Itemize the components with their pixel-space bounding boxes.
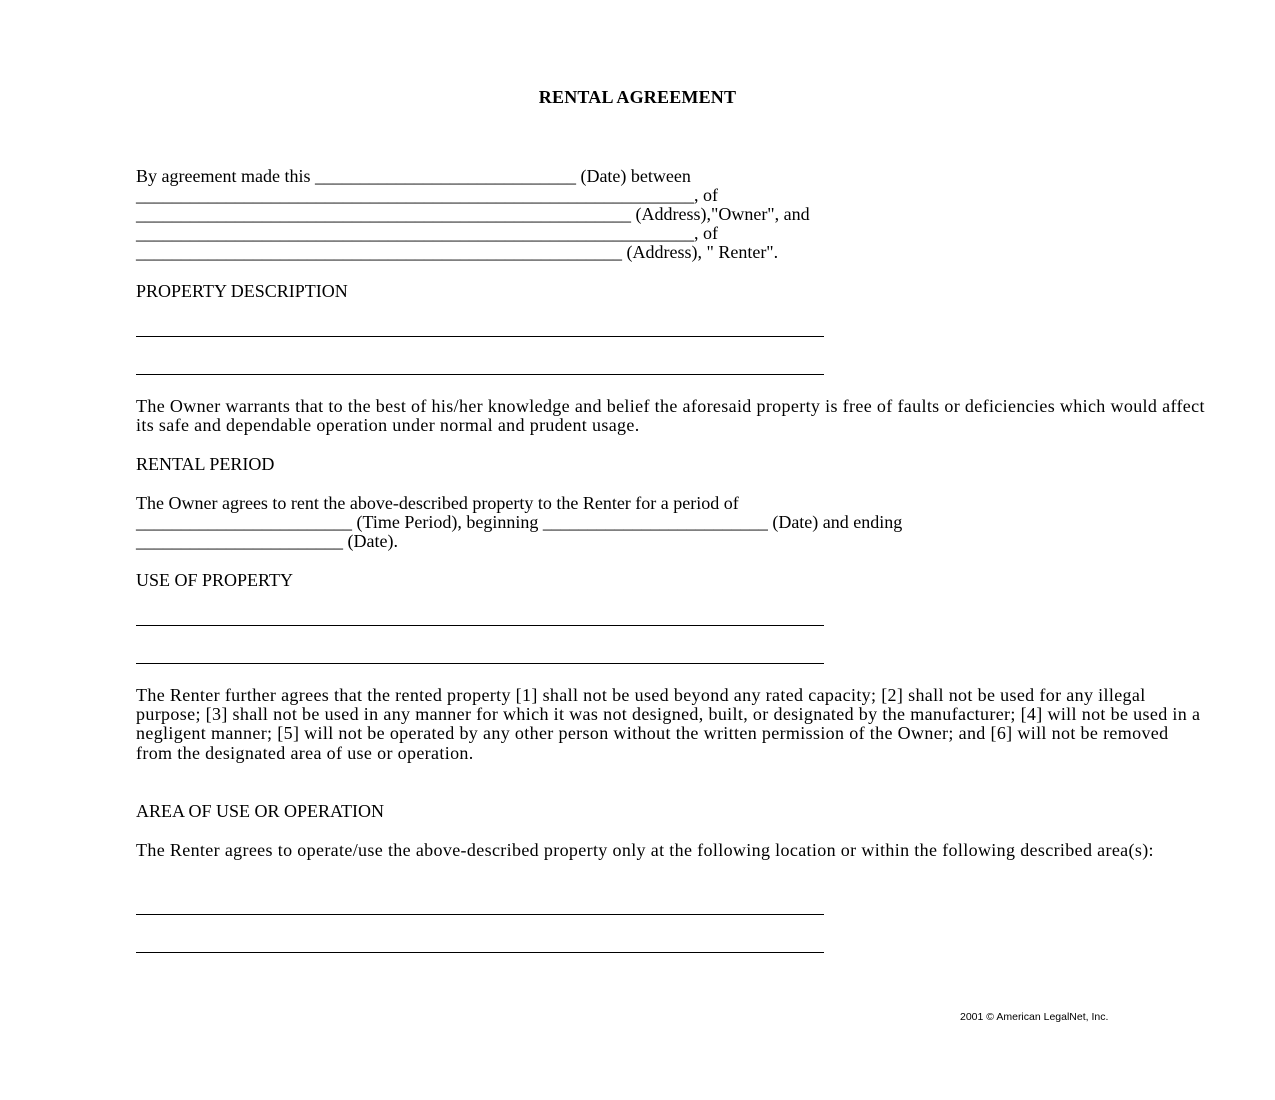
- copyright-footer: 2001 © American LegalNet, Inc.: [960, 1011, 1109, 1023]
- intro-line-2: ______________________________________________________________, of: [136, 185, 718, 205]
- area-of-use-paragraph: [136, 841, 1206, 860]
- rental-period-line-1: The Owner agrees to rent the above-described property to the Renter for a period of: [136, 493, 739, 513]
- area-of-use-heading: AREA OF USE OR OPERATION: [136, 801, 385, 821]
- property-description-blank-2[interactable]: [136, 374, 824, 375]
- intro-line-3: _______________________________________________________ (Address),"Owner", and: [136, 204, 810, 224]
- area-of-use-blank-1[interactable]: [136, 914, 824, 915]
- restrictions-paragraph: [136, 686, 1206, 763]
- intro-line-5: ______________________________________________________ (Address), " Renter".: [136, 242, 779, 262]
- intro-line-1: By agreement made this _____________________________ (Date) between: [136, 166, 691, 186]
- use-of-property-blank-1[interactable]: [136, 625, 824, 626]
- rental-period-line-3: _______________________ (Date).: [136, 531, 398, 551]
- use-of-property-blank-2[interactable]: [136, 663, 824, 664]
- use-of-property-heading: USE OF PROPERTY: [136, 570, 293, 590]
- property-description-heading: PROPERTY DESCRIPTION: [136, 281, 348, 301]
- warranty-paragraph: [136, 397, 1206, 435]
- area-of-use-text: The Renter agrees to operate/use the above-described property only at the following location or within the following described area(s):: [136, 840, 1154, 860]
- intro-line-4: ______________________________________________________________, of: [136, 223, 718, 243]
- property-description-blank-1[interactable]: [136, 336, 824, 337]
- rental-period-line-2: ________________________ (Time Period), beginning _________________________ (Date) and ending: [136, 512, 903, 532]
- area-of-use-blank-2[interactable]: [136, 952, 824, 953]
- restrictions-text: The Renter further agrees that the rented property [1] shall not be used beyond any rated capacity; [2] shall not be used for any illegal purpose; [3] shall not be used in any manner for which it was not designed, built, or designated by the manufacturer; [4] will not be used in a negligent manner; [5] will not be operated by any other person without the written permission of the Owner; and [6] will not be removed from the designated area of use or operation.: [136, 685, 1201, 763]
- document-title: RENTAL AGREEMENT: [538, 87, 737, 107]
- rental-period-heading: RENTAL PERIOD: [136, 454, 275, 474]
- warranty-text: The Owner warrants that to the best of his/her knowledge and belief the aforesaid property is free of faults or deficiencies which would affect its safe and dependable operation under normal and prudent usage.: [136, 396, 1205, 436]
